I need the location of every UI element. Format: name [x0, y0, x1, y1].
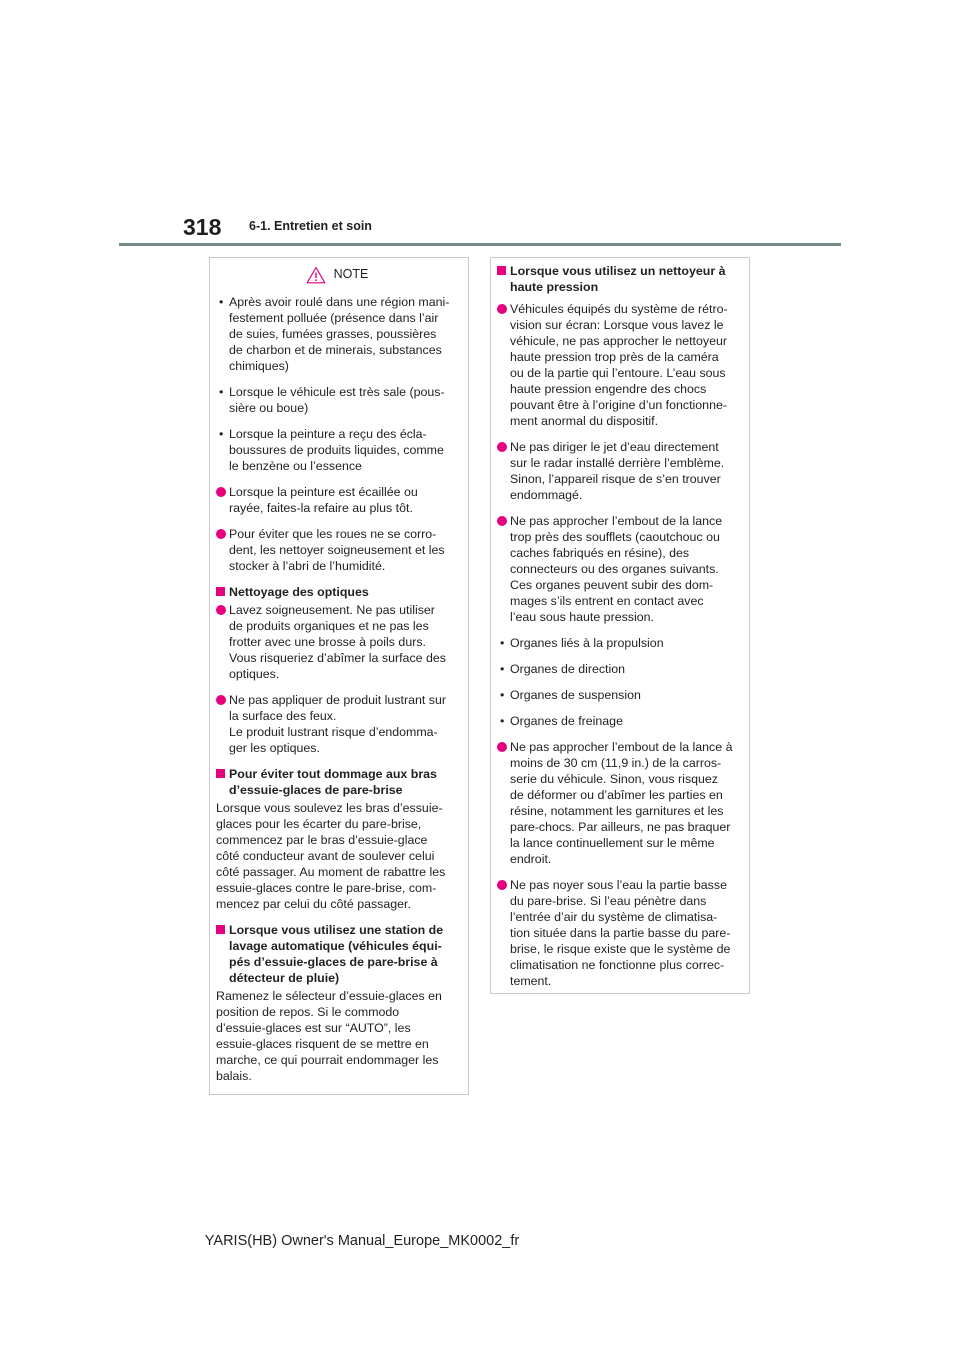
text-line: haute pression trop près de la caméra	[510, 350, 719, 364]
text-line: climatisation ne fonctionne plus correc-	[510, 958, 725, 972]
bullet-dot-icon	[216, 487, 226, 497]
text-line: glaces pour les écarter du pare-brise,	[216, 817, 422, 831]
paragraph	[216, 988, 458, 1084]
bullet-dot-icon	[497, 516, 507, 526]
text-line: mages s’ils entrent en contact avec	[510, 594, 704, 608]
text-line: Ne pas diriger le jet d’eau directement	[510, 440, 719, 454]
list-item	[497, 713, 739, 729]
list-item	[497, 513, 739, 625]
list-item	[216, 484, 458, 516]
text-line: tion située dans la partie basse du pare-	[510, 926, 731, 940]
bullet-dot-icon	[216, 605, 226, 615]
note-box-right	[490, 257, 750, 994]
text-line: commencez par le bras d’essuie-glace	[216, 833, 428, 847]
text-line: Pour éviter tout dommage aux bras	[229, 767, 437, 781]
list-item	[497, 301, 739, 429]
text-line: de produits organiques et ne pas les	[229, 619, 429, 633]
bullet-dot-icon	[497, 304, 507, 314]
text-line: ou de la partie qui l’entoure. L’eau sous	[510, 366, 726, 380]
text-line: marche, ce qui pourrait endommager les	[216, 1053, 439, 1067]
text-line: endommagé.	[510, 488, 583, 502]
bullet-dot-icon	[216, 529, 226, 539]
text-line: Lorsque vous soulevez les bras d’essuie-	[216, 801, 443, 815]
text-line: • Organes de suspension	[510, 688, 641, 702]
text-line: connecteurs ou des organes suivants.	[510, 562, 719, 576]
text-line: d’essuie-glaces est sur “AUTO”, les	[216, 1021, 411, 1035]
text-line: essuie-glaces risquent de se mettre en	[216, 1037, 429, 1051]
text-line: • Organes liés à la propulsion	[510, 636, 664, 650]
list-item	[216, 526, 458, 574]
text-line: la surface des feux.	[229, 709, 337, 723]
text-line: de déformer ou d’abîmer les parties en	[510, 788, 723, 802]
list-item	[216, 294, 458, 374]
text-line: chimiques)	[229, 359, 289, 373]
text-line: d’essuie-glaces de pare-brise	[229, 783, 403, 797]
square-marker-icon	[216, 587, 225, 596]
text-line: pare-chocs. Par ailleurs, ne pas braquer	[510, 820, 731, 834]
text-line: mencez par celui du côté passager.	[216, 897, 411, 911]
text-line: rayée, faites-la refaire au plus tôt.	[229, 501, 413, 515]
list-item	[216, 602, 458, 682]
text-line: pouvant être à l’origine d’un fonctionne-	[510, 398, 727, 412]
text-line: lavage automatique (véhicules équi-	[229, 939, 442, 953]
text-line: sur le radar installé derrière l’emblème.	[510, 456, 725, 470]
list-item	[497, 439, 739, 503]
text-line: Ramenez le sélecteur d’essuie-glaces en	[216, 989, 442, 1003]
text-line: détecteur de pluie)	[229, 971, 340, 985]
footer	[0, 1233, 960, 1249]
text-line: la lance continuellement sur le même	[510, 836, 715, 850]
note-box-left	[209, 257, 469, 1095]
text-line: de charbon et de minerais, substances	[229, 343, 442, 357]
text-line: stocker à l’abri de l’humidité.	[229, 559, 386, 573]
page-number: 318	[183, 214, 222, 240]
list-item	[216, 384, 458, 416]
text-line: • Organes de freinage	[510, 714, 623, 728]
text-line: Sinon, l’appareil risque de s’en trouver	[510, 472, 721, 486]
subsection-heading	[497, 263, 739, 295]
text-line: Ne pas noyer sous l’eau la partie basse	[510, 878, 727, 892]
text-line: haute pression	[510, 280, 599, 294]
text-line: moins de 30 cm (11,9 in.) de la carros-	[510, 756, 722, 770]
list-item	[497, 635, 739, 651]
subsection-heading	[216, 922, 458, 986]
text-line: boussures de produits liquides, comme	[229, 443, 444, 457]
text-line: endroit.	[510, 852, 552, 866]
text-line: Ne pas appliquer de produit lustrant sur	[229, 693, 446, 707]
list-item	[216, 426, 458, 474]
text-line: Lorsque la peinture est écaillée ou	[229, 485, 418, 499]
list-item	[497, 739, 739, 867]
text-line: caches fabriqués en résine), des	[510, 546, 690, 560]
footer-text: YARIS(HB) Owner's Manual_Europe_MK0002_fr	[204, 1233, 520, 1249]
warning-triangle-icon	[306, 266, 326, 284]
text-line: balais.	[216, 1069, 252, 1083]
section-title: 6-1. Entretien et soin	[249, 219, 372, 233]
text-line: du pare-brise. Si l’eau pénètre dans	[510, 894, 707, 908]
subsection-heading	[216, 766, 458, 798]
text-line: côté passager. Au moment de rabattre les	[216, 865, 446, 879]
text-line: Véhicules équipés du système de rétro-	[510, 302, 728, 316]
text-line: pés d’essuie-glaces de pare-brise à	[229, 955, 438, 969]
text-line: Ces organes peuvent subir des dom-	[510, 578, 714, 592]
text-line: Nettoyage des optiques	[229, 585, 369, 599]
list-item	[497, 661, 739, 677]
text-line: véhicule, ne pas approcher le nettoyeur	[510, 334, 727, 348]
text-line: Ne pas approcher l’embout de la lance à	[510, 740, 733, 754]
square-marker-icon	[497, 266, 506, 275]
text-line: Lorsque vous utilisez un nettoyeur à	[510, 264, 726, 278]
text-line: haute pression engendre des chocs	[510, 382, 707, 396]
text-line: l’eau sous haute pression.	[510, 610, 654, 624]
text-line: le benzène ou l’essence	[229, 459, 362, 473]
list-item	[497, 687, 739, 703]
text-line: Vous risqueriez d’abîmer la surface des	[229, 651, 446, 665]
bullet-dot-icon	[497, 742, 507, 752]
text-line: frotter avec une brosse à poils durs.	[229, 635, 426, 649]
list-item	[497, 877, 739, 989]
text-line: brise, le risque existe que le système de	[510, 942, 731, 956]
text-line: trop près des soufflets (caoutchouc ou	[510, 530, 720, 544]
note-label: NOTE	[333, 267, 369, 281]
text-line: tement.	[510, 974, 552, 988]
bullet-dot-icon	[497, 442, 507, 452]
text-line: Le produit lustrant risque d’endomma-	[229, 725, 438, 739]
text-line: côté conducteur avant de soulever celui	[216, 849, 435, 863]
square-marker-icon	[216, 769, 225, 778]
text-line: • Lorsque le véhicule est très sale (pous-	[229, 385, 445, 399]
text-line: festement polluée (présence dans l’air	[229, 311, 439, 325]
paragraph	[216, 800, 458, 912]
text-line: Pour éviter que les roues ne se corro-	[229, 527, 437, 541]
text-line: dent, les nettoyer soigneusement et les	[229, 543, 445, 557]
bullet-dot-icon	[216, 695, 226, 705]
text-line: sière ou boue)	[229, 401, 309, 415]
text-line: serie du véhicule. Sinon, vous risquez	[510, 772, 719, 786]
text-line: • Lorsque la peinture a reçu des écla-	[229, 427, 427, 441]
text-line: Lavez soigneusement. Ne pas utiliser	[229, 603, 435, 617]
text-line: ger les optiques.	[229, 741, 320, 755]
text-line: de suies, fumées grasses, poussières	[229, 327, 437, 341]
text-line: ment anormal du dispositif.	[510, 414, 659, 428]
square-marker-icon	[216, 925, 225, 934]
bullet-dot-icon	[497, 880, 507, 890]
text-line: résine, notamment les garnitures et les	[510, 804, 724, 818]
text-line: Ne pas approcher l’embout de la lance	[510, 514, 723, 528]
text-line: • Organes de direction	[510, 662, 626, 676]
header-rule	[119, 243, 841, 246]
subsection-heading	[216, 584, 458, 600]
text-line: position de repos. Si le commodo	[216, 1005, 400, 1019]
text-line: Lorsque vous utilisez une station de	[229, 923, 444, 937]
text-line: vision sur écran: Lorsque vous lavez le	[510, 318, 724, 332]
text-line: • Après avoir roulé dans une région mani-	[229, 295, 450, 309]
text-line: optiques.	[229, 667, 280, 681]
text-line: l’entrée d’air du système de climatisa-	[510, 910, 718, 924]
list-item	[216, 692, 458, 756]
text-line: essuie-glaces contre le pare-brise, com-	[216, 881, 437, 895]
note-heading	[216, 258, 458, 292]
